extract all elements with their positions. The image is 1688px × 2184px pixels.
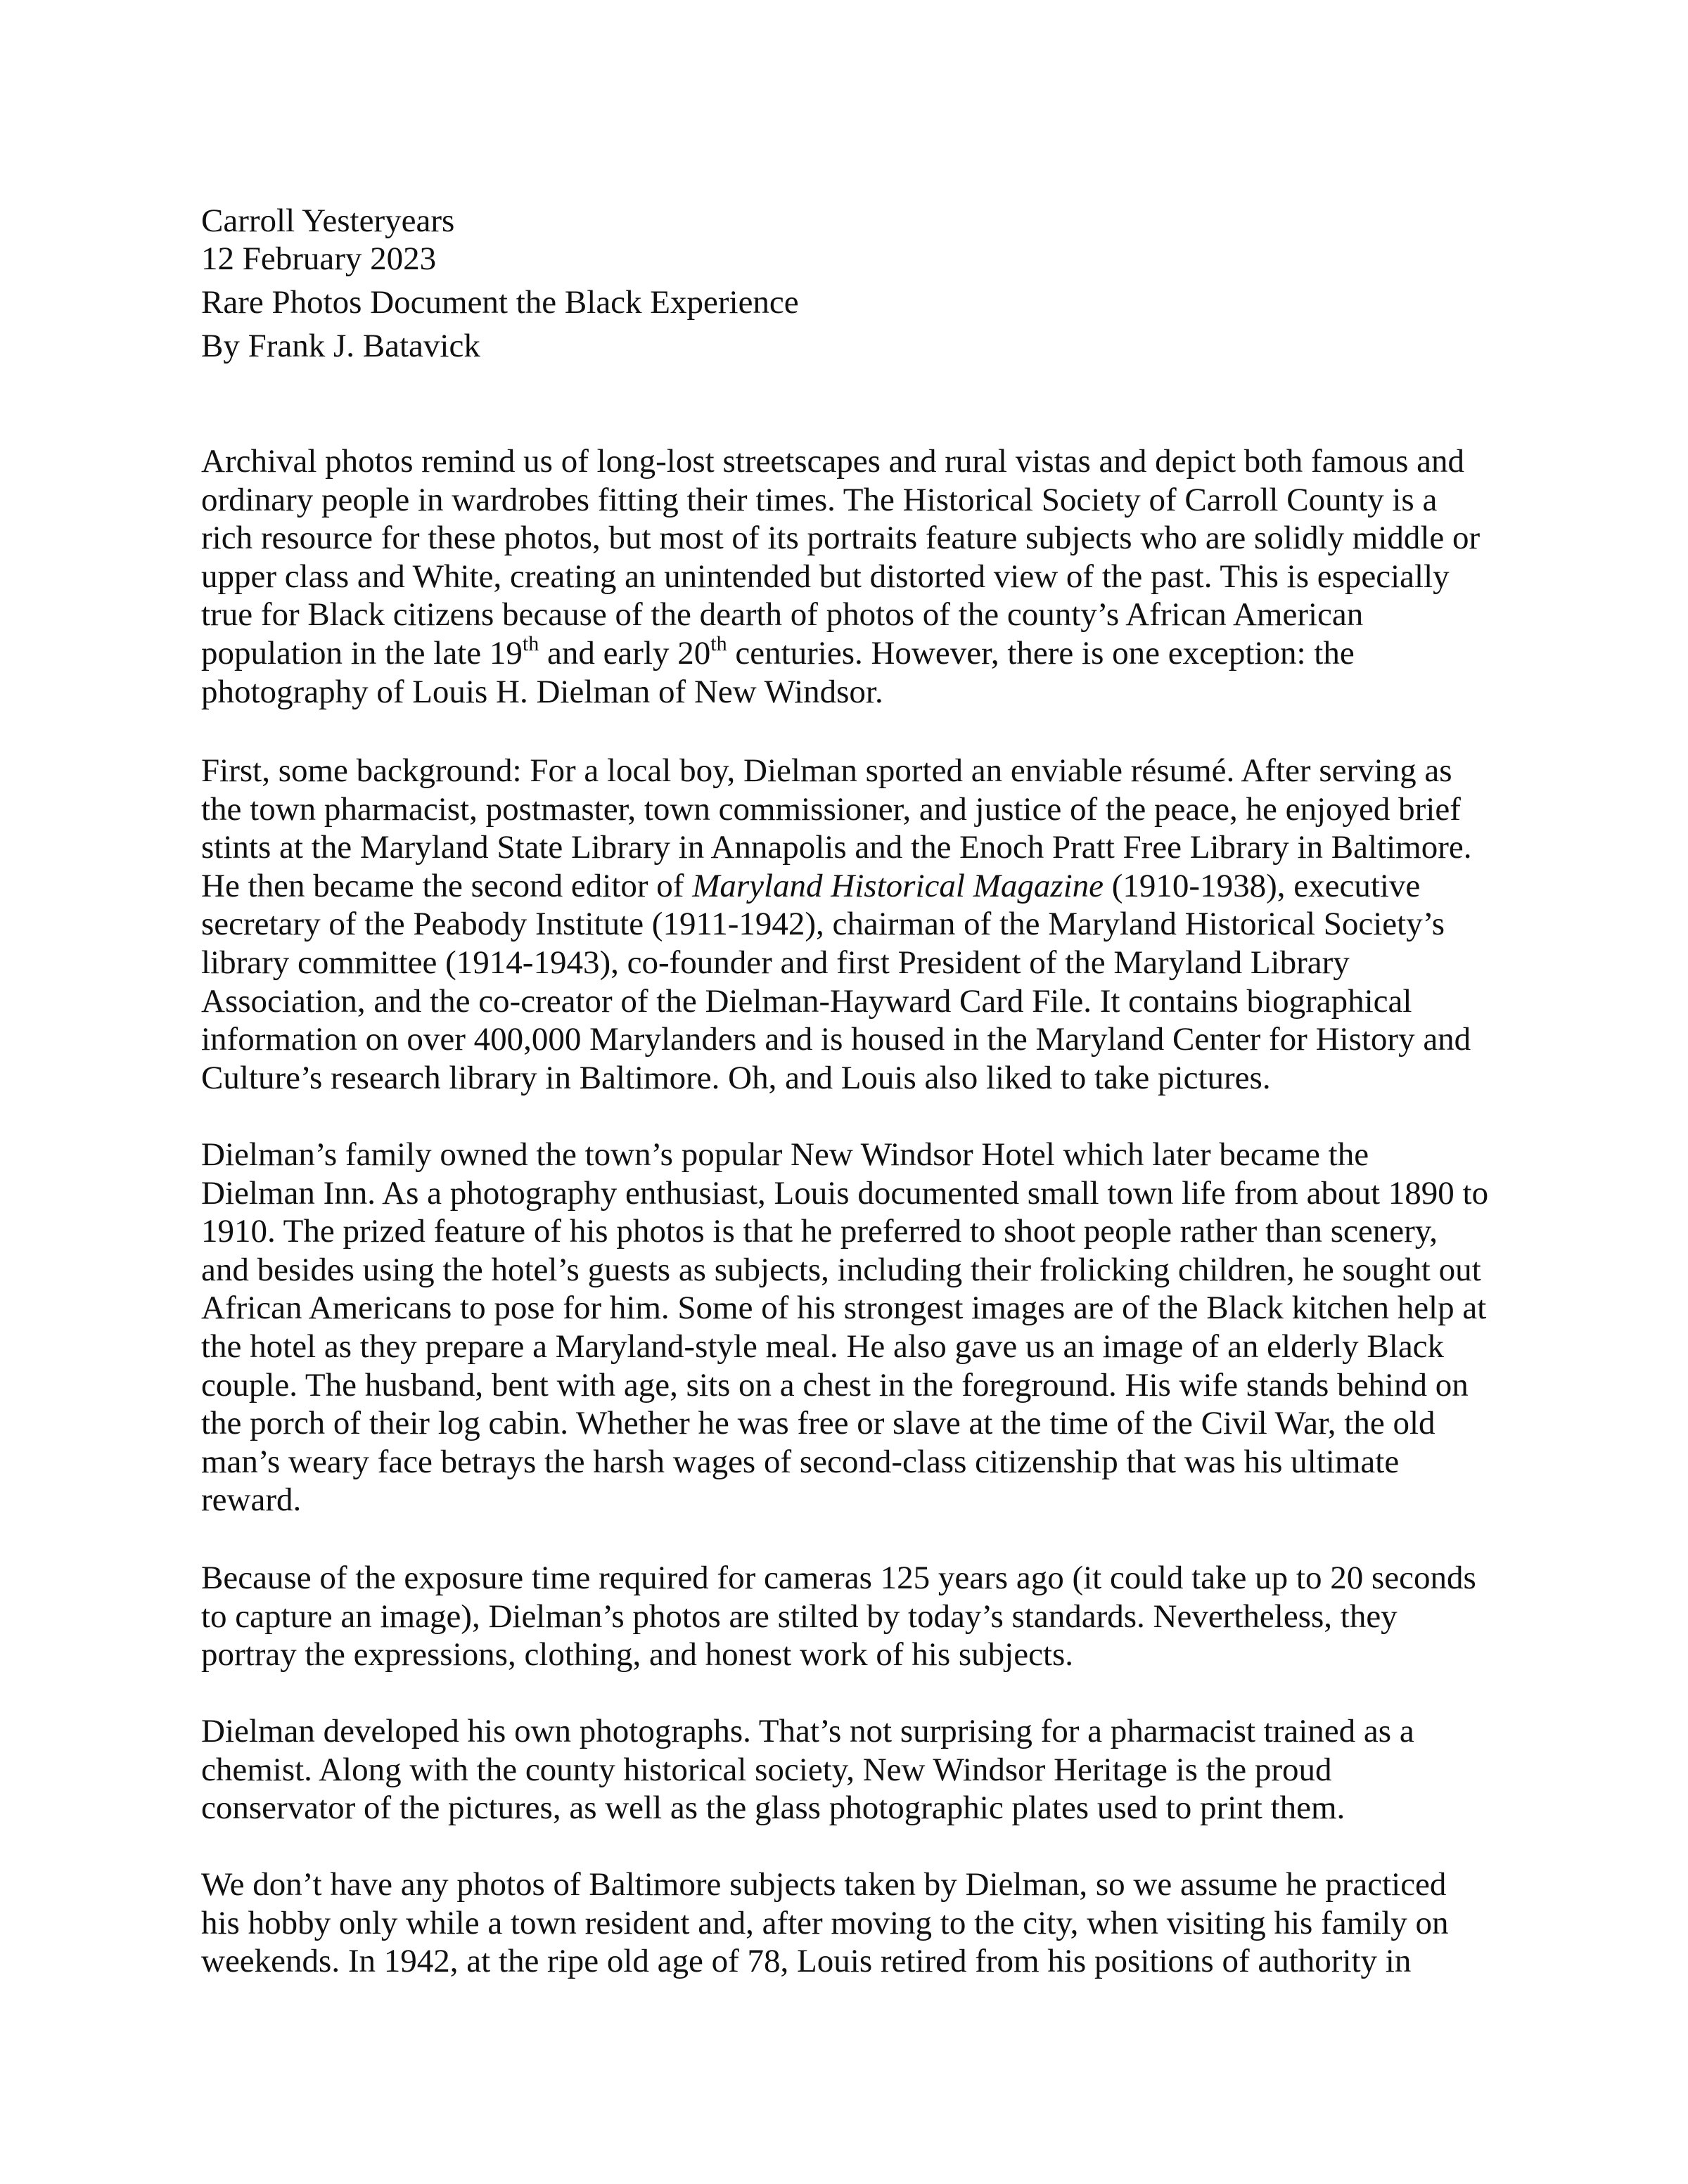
superscript: th xyxy=(710,631,727,655)
paragraph-2 xyxy=(201,752,1471,1097)
text-line: upper class and White, creating an unintended but distorted view of the past. This is especially xyxy=(201,558,1450,595)
paragraph-5 xyxy=(201,1712,1414,1828)
text-line: conservator of the pictures, as well as the glass photographic plates used to print them. xyxy=(201,1790,1345,1827)
text-line: reward. xyxy=(201,1482,302,1519)
text-line xyxy=(201,631,1480,673)
text-line: to capture an image), Dielman’s photos are stilted by today’s standards. Nevertheless, they xyxy=(201,1598,1398,1635)
text-line: photography of Louis H. Dielman of New Windsor. xyxy=(201,673,883,710)
text-line: his hobby only while a town resident and, after moving to the city, when visiting his family on xyxy=(201,1904,1449,1941)
text-segment: population in the late 19 xyxy=(201,634,523,672)
text-line: and besides using the hotel’s guests as subjects, including their frolicking children, he sought out xyxy=(201,1251,1481,1288)
text-line: We don’t have any photos of Baltimore subjects taken by Dielman, so we assume he practiced xyxy=(201,1866,1447,1903)
text-line: Because of the exposure time required for cameras 125 years ago (it could take up to 20 seconds xyxy=(201,1560,1476,1596)
text-line: Association, and the co-creator of the Dielman-Hayward Card File. It contains biographical xyxy=(201,982,1412,1020)
text-line: chemist. Along with the county historical society, New Windsor Heritage is the proud xyxy=(201,1751,1332,1788)
text-line: Dielman’s family owned the town’s popular New Windsor Hotel which later became the xyxy=(201,1136,1369,1173)
text-line: Culture’s research library in Baltimore. Oh, and Louis also liked to take pictures. xyxy=(201,1059,1271,1096)
text-line: Dielman Inn. As a photography enthusiast, Louis documented small town life from about 1890 to xyxy=(201,1174,1489,1212)
text-line: ordinary people in wardrobes fitting their times. The Historical Society of Carroll County is a xyxy=(201,481,1438,518)
text-line: the hotel as they prepare a Maryland-style meal. He also gave us an image of an elderly Black xyxy=(201,1328,1445,1365)
paragraph-1 xyxy=(201,442,1480,711)
text-line: library committee (1914-1943), co-founder and first President of the Maryland Library xyxy=(201,944,1350,981)
text-line: African Americans to pose for him. Some of his strongest images are of the Black kitchen help at xyxy=(201,1290,1487,1327)
article-title: Rare Photos Document the Black Experience xyxy=(201,284,799,321)
text-segment: and early 20 xyxy=(539,634,711,672)
paragraph-6 xyxy=(201,1865,1449,1981)
paragraph-3 xyxy=(201,1136,1488,1520)
italic-title: Maryland Historical Magazine xyxy=(692,867,1104,904)
text-line: secretary of the Peabody Institute (1911-1942), chairman of the Maryland Historical Society’s xyxy=(201,906,1445,943)
text-segment: He then became the second editor of xyxy=(201,867,693,904)
text-line: couple. The husband, bent with age, sits on a chest in the foreground. His wife stands behind on xyxy=(201,1366,1469,1403)
text-line: First, some background: For a local boy, Dielman sported an enviable résumé. After serving as xyxy=(201,752,1452,789)
text-line: the porch of their log cabin. Whether he was free or slave at the time of the Civil War, the old xyxy=(201,1405,1436,1442)
text-line: portray the expressions, clothing, and honest work of his subjects. xyxy=(201,1636,1074,1674)
text-segment: centuries. However, there is one exception: the xyxy=(727,634,1355,672)
text-segment: (1910-1938), executive xyxy=(1104,867,1421,904)
byline: By Frank J. Batavick xyxy=(201,328,480,364)
text-line: weekends. In 1942, at the ripe old age of 78, Louis retired from his positions of authority in xyxy=(201,1943,1412,1980)
publication-date: 12 February 2023 xyxy=(201,240,437,277)
text-line: rich resource for these photos, but most of its portraits feature subjects who are solidly middle or xyxy=(201,520,1481,557)
text-line: the town pharmacist, postmaster, town commissioner, and justice of the peace, he enjoyed brief xyxy=(201,790,1461,828)
text-line: true for Black citizens because of the dearth of photos of the county’s African American xyxy=(201,596,1364,634)
column-name: Carroll Yesteryears xyxy=(201,203,455,239)
text-line: man’s weary face betrays the harsh wages of second-class citizenship that was his ultimate xyxy=(201,1443,1400,1480)
text-line: stints at the Maryland State Library in Annapolis and the Enoch Pratt Free Library in Baltimore. xyxy=(201,829,1472,866)
text-line: 1910. The prized feature of his photos is that he preferred to shoot people rather than scenery, xyxy=(201,1213,1438,1250)
text-line xyxy=(201,867,1471,906)
text-line: Archival photos remind us of long-lost streetscapes and rural vistas and depict both famous and xyxy=(201,443,1465,480)
text-line: information on over 400,000 Marylanders and is housed in the Maryland Center for History and xyxy=(201,1021,1471,1058)
superscript: th xyxy=(522,631,539,655)
text-line: Dielman developed his own photographs. That’s not surprising for a pharmacist trained as a xyxy=(201,1713,1414,1749)
paragraph-4 xyxy=(201,1559,1476,1674)
